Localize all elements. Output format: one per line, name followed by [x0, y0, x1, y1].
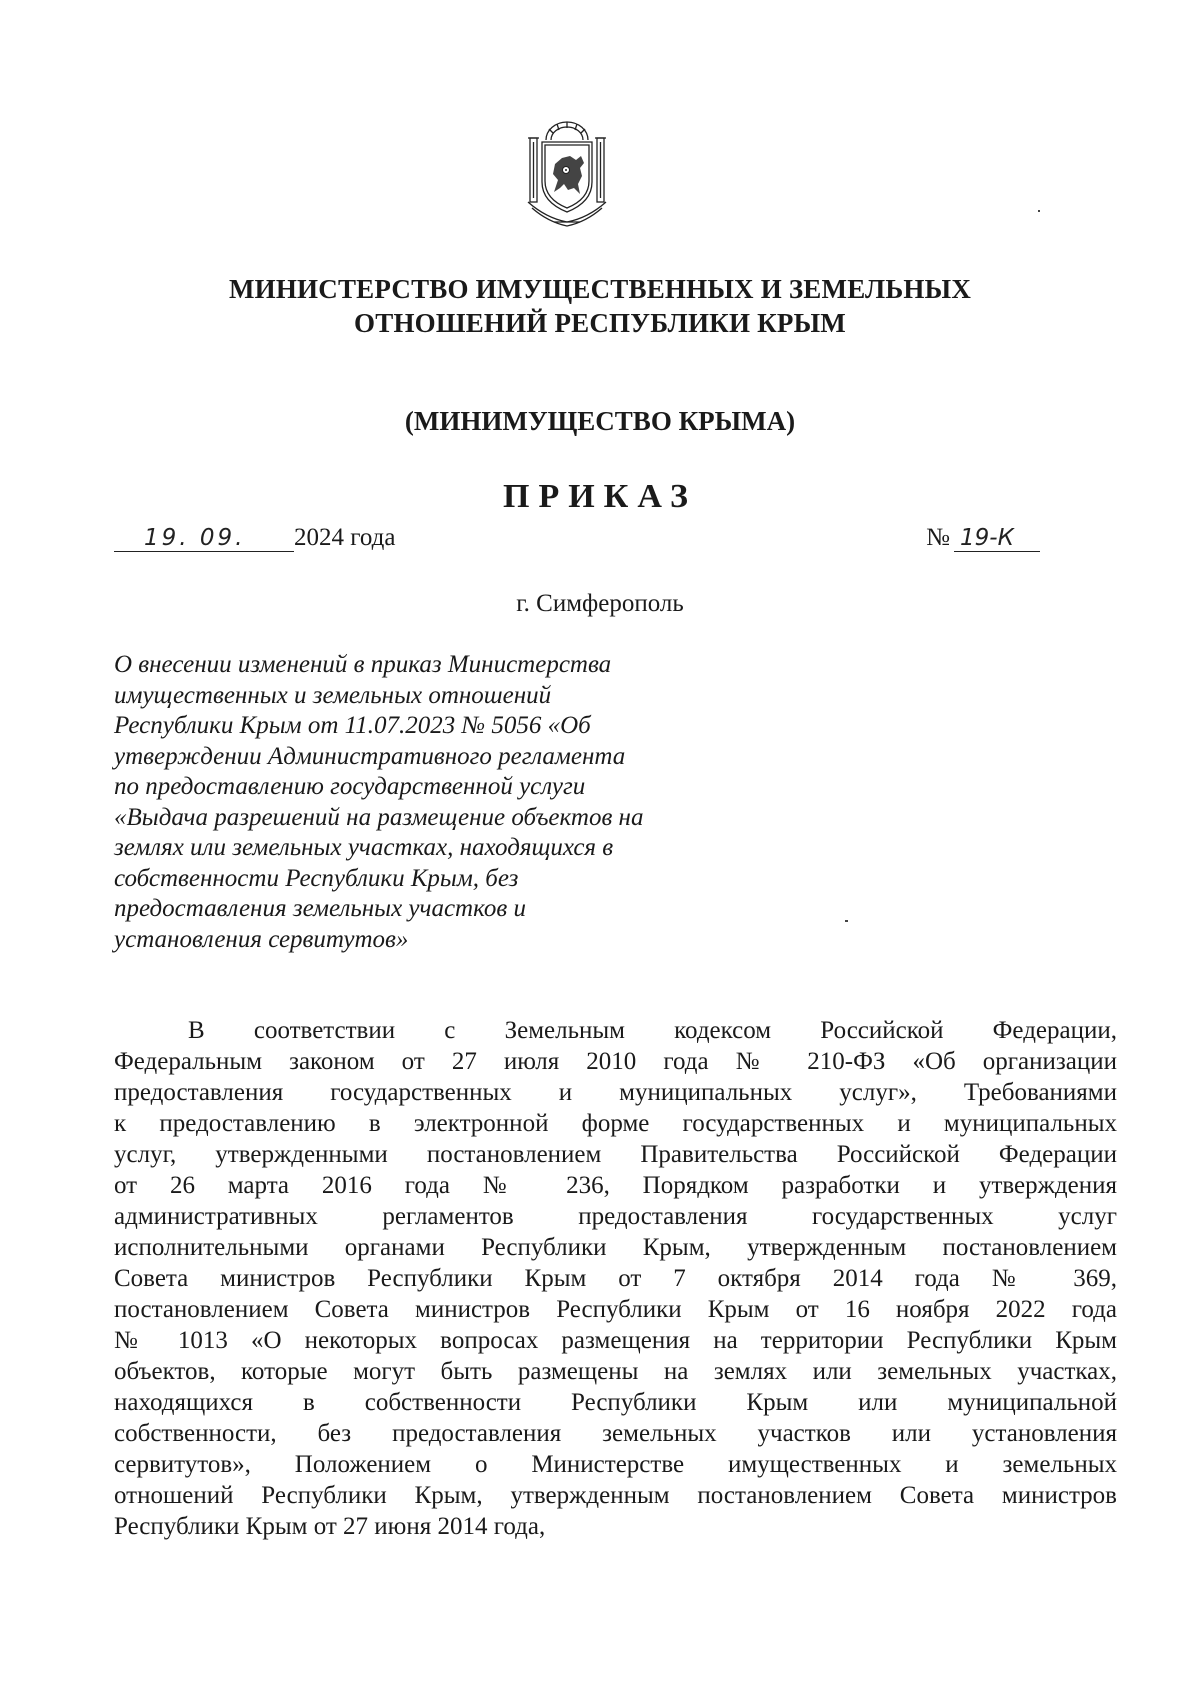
- ministry-name: [200, 272, 1000, 340]
- body-line: услуг, утвержденными постановлением Правительства Российской Федерации: [114, 1141, 1117, 1168]
- scan-speck: [845, 920, 848, 922]
- body-line: от 26 марта 2016 года № 236, Порядком разработки и утверждения: [114, 1172, 1117, 1199]
- subject-line: Республики Крым от 11.07.2023 № 5056 «Об: [114, 712, 591, 739]
- body-line: № 1013 «О некоторых вопросах размещения на территории Республики Крым: [114, 1327, 1117, 1354]
- ministry-name-line-1: МИНИСТЕРСТВО ИМУЩЕСТВЕННЫХ И ЗЕМЕЛЬНЫХ: [228, 274, 972, 304]
- body-line: объектов, которые могут быть размещены на землях или земельных участках,: [114, 1358, 1117, 1385]
- ministry-short-name: (МИНИМУЩЕСТВО КРЫМА): [404, 406, 796, 436]
- number-sign: №: [926, 524, 950, 551]
- body-line: к предоставлению в электронной форме государственных и муниципальных: [114, 1110, 1117, 1137]
- body-line: отношений Республики Крым, утвержденным постановлением Совета министров: [114, 1482, 1117, 1509]
- document-type-title: ПРИКАЗ: [503, 478, 697, 515]
- scan-speck: [1038, 210, 1040, 212]
- subject-line: установления сервитутов»: [114, 925, 409, 953]
- body-line: предоставления государственных и муниципальных услуг», Требованиями: [114, 1079, 1117, 1106]
- subject-line: по предоставлению государственной услуги: [114, 773, 586, 800]
- subject-line: О внесении изменений в приказ Министерства: [114, 651, 612, 678]
- body-line: собственности, без предоставления земельных участков или установления: [114, 1420, 1117, 1447]
- body-line: В соответствии с Земельным кодексом Российской Федерации,: [188, 1017, 1117, 1044]
- subject-line: имущественных и земельных отношений: [114, 681, 552, 709]
- body-line: сервитутов», Положением о Министерстве имущественных и земельных: [114, 1451, 1117, 1478]
- order-number: [926, 523, 1040, 552]
- handwritten-date: 19. 09.: [144, 525, 246, 551]
- order-date: [114, 523, 395, 552]
- date-blank-field: [114, 523, 294, 552]
- body-line: постановлением Совета министров Республики Крым от 16 ноября 2022 года: [114, 1296, 1117, 1323]
- body-line: Федеральным законом от 27 июля 2010 года № 210-ФЗ «Об организации: [114, 1048, 1117, 1075]
- number-blank-field: [954, 523, 1040, 552]
- subject-line: собственности Республики Крым, без: [114, 864, 519, 892]
- body-line: административных регламентов предоставления государственных услуг: [114, 1203, 1117, 1230]
- city-of-issue: г. Симферополь: [516, 590, 684, 617]
- crimea-coat-of-arms-icon: [524, 118, 610, 230]
- handwritten-number: 19-К: [960, 525, 1014, 551]
- subject-line: «Выдача разрешений на размещение объектов на: [114, 803, 644, 831]
- subject-line: утверждении Административного регламента: [114, 742, 626, 770]
- body-line: находящихся в собственности Республики Крым или муниципальной: [114, 1389, 1117, 1416]
- body-line: Республики Крым от 27 июня 2014 года,: [114, 1513, 546, 1540]
- order-subject: [114, 650, 754, 955]
- subject-line: предоставления земельных участков и: [114, 895, 526, 922]
- date-year-suffix: 2024 года: [294, 524, 396, 551]
- body-line: Совета министров Республики Крым от 7 октября 2014 года № 369,: [114, 1265, 1117, 1292]
- ministry-name-line-2: ОТНОШЕНИЙ РЕСПУБЛИКИ КРЫМ: [354, 308, 846, 338]
- body-line: исполнительными органами Республики Крым, утвержденным постановлением: [114, 1234, 1117, 1261]
- order-preamble: [114, 1015, 1117, 1542]
- subject-line: землях или земельных участках, находящихся в: [114, 834, 614, 861]
